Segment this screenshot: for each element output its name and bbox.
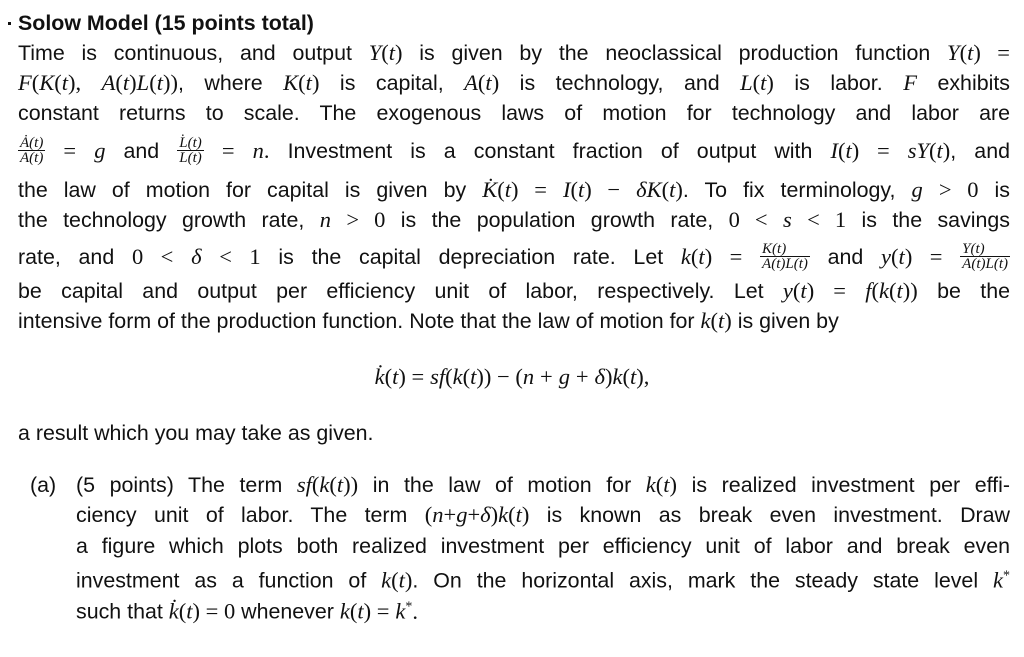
given-result-text: a result which you may take as given. [18,421,374,445]
intro-line-6: the technology growth rate, n > 0 is the population growth rate, 0 < s < 1 is the savings [18,207,1011,232]
list-bullet [8,22,11,25]
intro-line-7: rate, and 0 < δ < 1 is the capital depreciation rate. Let k(t) = $\frac{K(t)}{A(t)L(t)}$ and y(t) = $\frac{Y(t)}{A(t)L(t)}$ [18,240,1008,272]
part-a-line-5: such that k̇(t) = 0 whenever k(t) = k*. [76,598,418,624]
fraction-y-per-effective-labor: $\frac{Y(t)}{A(t)L(t)}$ [962,240,1008,272]
problem-title: Solow Model (15 points total) [18,11,314,35]
part-a-line-3: a figure which plots both realized investment per efficiency unit of labor and break even [76,534,1010,558]
part-a-label: (a) [30,473,57,497]
intro-line-2: F(K(t), A(t)L(t)), where K(t) is capital, A(t) is technology, and L(t) is labor. F exhibits [18,70,1010,95]
fraction-k-per-effective-labor: $\frac{K(t)}{A(t)L(t)}$ [762,240,808,272]
fraction-adot-over-a: $\frac{Ȧ(t)}{A(t)}$ [20,134,44,166]
intro-line-8: be capital and output per efficiency unit of labor, respectively. Let y(t) = f(k(t)) be the [18,278,1010,303]
part-a-line-1: (5 points) The term sf(k(t)) in the law of motion for k(t) is realized investment per effi- [76,472,1010,497]
fraction-ldot-over-l: $\frac{L̇(t)}{L(t)}$ [179,134,202,166]
part-a-line-2: ciency unit of labor. The term (n+g+δ)k(t) is known as break even investment. Draw [76,502,1010,527]
intro-line-4: $\frac{Ȧ(t)}{A(t)}$ = g and $\frac{L̇(t)}{L(t)}$ = n. Investment is a constant fraction of output with I(t) = sY(t), and [20,134,1010,166]
intro-line-3: constant returns to scale. The exogenous laws of motion for technology and labor are [18,101,1010,125]
law-of-motion-equation: k̇(t) = sf(k(t)) − (n + g + δ)k(t), [374,364,650,389]
intro-line-1: Time is continuous, and output Y(t) is given by the neoclassical production function Y(t) = [18,40,1010,65]
intro-line-9: intensive form of the production function. Note that the law of motion for k(t) is given by [18,308,839,333]
part-a-line-4: investment as a function of k(t). On the horizontal axis, mark the steady state level k* [76,567,1010,593]
intro-line-5: the law of motion for capital is given by K̇(t) = I(t) − δK(t). To fix terminology, g > 0 is [18,177,1010,202]
